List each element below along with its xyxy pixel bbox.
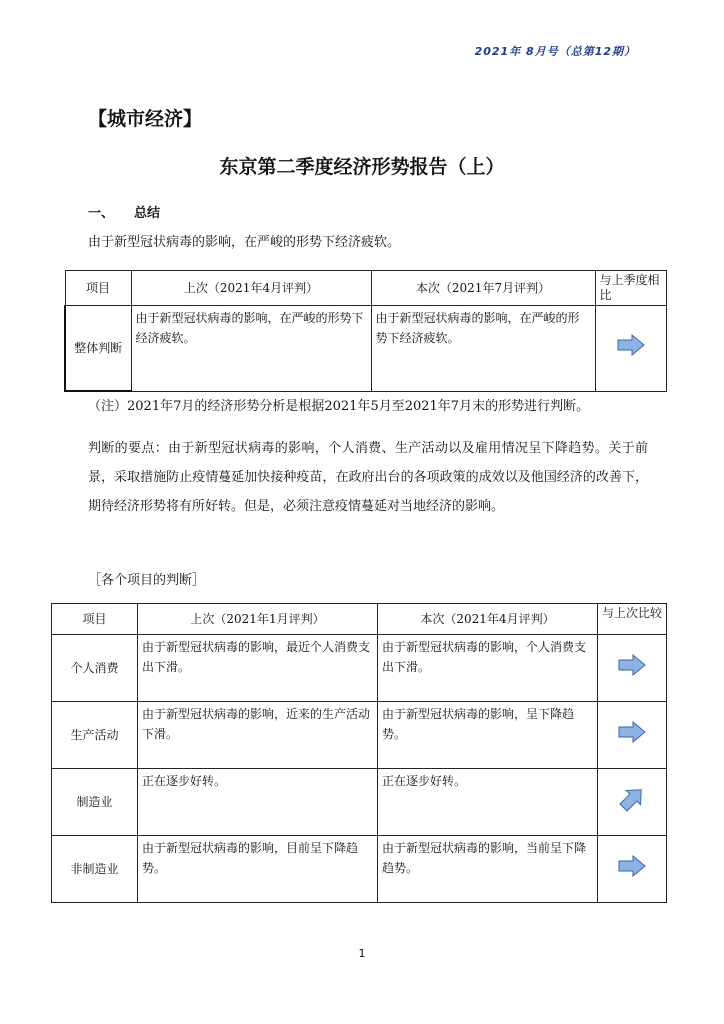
page-number: 1 (358, 947, 366, 960)
report-title: 东京第二季度经济形势报告（上） (219, 156, 505, 178)
row-trend (598, 836, 667, 903)
header-previous: 上次（2021年1月评判） (138, 604, 378, 635)
table-row (52, 635, 667, 702)
row-item: 非制造业 (52, 836, 138, 903)
row-previous: 由于新型冠状病毒的影响，目前呈下降趋势。 (138, 836, 378, 903)
item-judgment-table (51, 603, 667, 903)
header-trend: 与上次比较 (598, 604, 667, 635)
row-current: 由于新型冠状病毒的影响，当前呈下降趋势。 (378, 836, 598, 903)
row-trend (598, 635, 667, 702)
row-previous: 正在逐步好转。 (138, 769, 378, 836)
right-arrow-icon (616, 334, 646, 356)
row-current: 正在逐步好转。 (378, 769, 598, 836)
header-current: 本次（2021年7月评判） (371, 271, 595, 306)
table-row (52, 702, 667, 769)
section-tag: 【城市经济】 (88, 108, 203, 130)
header-current: 本次（2021年4月评判） (378, 604, 598, 635)
judgment-points-text: 判断的要点：由于新型冠状病毒的影响，个人消费、生产活动以及雇用情况呈下降趋势。关于前景，采取措施防止疫情蔓延加快接种疫苗，在政府出台的各项政策的成效以及他国经济的改善下，期待经济形势将有所好转。但是，必须注意疫情蔓延对当地经济的影响。 (88, 441, 648, 514)
items-label: ［各个项目的判断］ (88, 573, 206, 588)
right-arrow-icon (617, 721, 647, 743)
section-number: 一、 (88, 206, 115, 221)
row-previous: 由于新型冠状病毒的影响，近来的生产活动下滑。 (138, 702, 378, 769)
summary-text: 由于新型冠状病毒的影响，在严峻的形势下经济疲软。 (88, 235, 401, 250)
row-trend (595, 306, 666, 392)
section-label: 总结 (134, 206, 161, 221)
issue-header-note: 2021年 8月号（总第12期） (474, 45, 636, 58)
row-item: 个人消费 (52, 635, 138, 702)
header-item: 项目 (65, 271, 131, 306)
row-current: 由于新型冠状病毒的影响，呈下降趋势。 (378, 702, 598, 769)
header-previous: 上次（2021年4月评判） (131, 271, 371, 306)
right-arrow-icon (617, 654, 647, 676)
row-item: 制造业 (52, 769, 138, 836)
overall-judgment-table (64, 270, 667, 392)
header-trend: 与上季度相比 (595, 271, 666, 306)
table-row (65, 306, 666, 392)
note-text: （注）2021年7月的经济形势分析是根据2021年5月至2021年7月末的形势进行判断。 (88, 399, 590, 414)
table-header-row (52, 604, 667, 635)
header-item: 项目 (52, 604, 138, 635)
row-trend (598, 769, 667, 836)
row-current: 由于新型冠状病毒的影响，在严峻的形势下经济疲软。 (371, 306, 595, 392)
row-item: 整体判断 (65, 306, 131, 392)
row-previous: 由于新型冠状病毒的影响，最近个人消费支出下滑。 (138, 635, 378, 702)
row-current: 由于新型冠状病毒的影响，个人消费支出下滑。 (378, 635, 598, 702)
up-right-arrow-icon (617, 784, 647, 814)
table-row (52, 769, 667, 836)
section-heading-summary (88, 202, 160, 221)
row-previous: 由于新型冠状病毒的影响，在严峻的形势下经济疲软。 (131, 306, 371, 392)
table-header-row (65, 271, 666, 306)
table-row (52, 836, 667, 903)
row-trend (598, 702, 667, 769)
right-arrow-icon (617, 855, 647, 877)
row-item: 生产活动 (52, 702, 138, 769)
